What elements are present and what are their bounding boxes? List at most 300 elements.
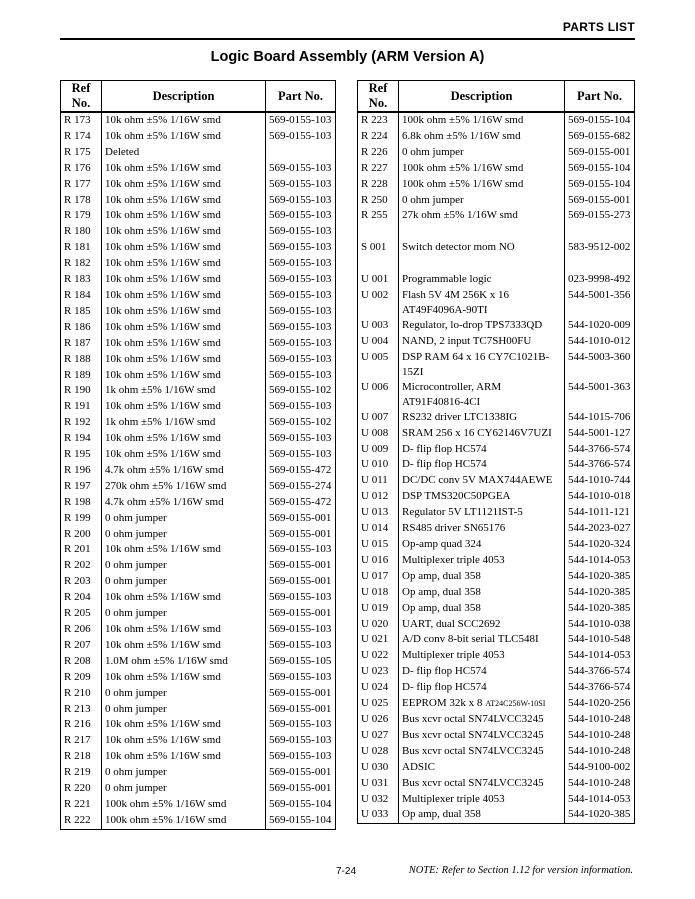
part-no-cell: 569-0155-001 (565, 193, 635, 209)
part-no-cell: 544-1020-009 (565, 318, 635, 334)
table-header-row (61, 81, 336, 113)
part-no-cell: 544-1014-053 (565, 792, 635, 808)
table-row (61, 686, 336, 702)
part-no-cell: 569-0155-001 (266, 558, 336, 574)
description-cell: Switch detector mom NO (399, 240, 565, 256)
table-row (358, 161, 635, 177)
ref-no-cell: U 019 (358, 601, 399, 617)
description-header: Description (399, 81, 565, 113)
ref-no-cell: R 187 (61, 336, 102, 352)
description-cell: Op amp, dual 358 (399, 601, 565, 617)
part-no-cell: 023-9998-492 (565, 272, 635, 288)
description-cell: 100k ohm ±5% 1/16W smd (102, 797, 266, 813)
part-no-cell: 569-0155-103 (266, 193, 336, 209)
description-cell: 1k ohm ±5% 1/16W smd (102, 383, 266, 399)
table-row (358, 177, 635, 193)
description-cell: 10k ohm ±5% 1/16W smd (102, 129, 266, 145)
ref-no-cell: R 217 (61, 733, 102, 749)
ref-no-cell: U 008 (358, 426, 399, 442)
part-no-cell: 569-0155-103 (266, 670, 336, 686)
table-row (61, 447, 336, 463)
part-no-cell: 569-0155-103 (266, 622, 336, 638)
ref-no-cell: R 226 (358, 145, 399, 161)
description-cell: Multiplexer triple 4053 (399, 792, 565, 808)
description-cell: 0 ohm jumper (102, 702, 266, 718)
parts-table-left (60, 80, 336, 830)
description-cell: 0 ohm jumper (102, 765, 266, 781)
part-no-cell: 544-1020-385 (565, 569, 635, 585)
description-cell: 10k ohm ±5% 1/16W smd (102, 177, 266, 193)
part-no-cell: 544-5001-356 (565, 288, 635, 318)
description-text: EEPROM 32k x 8 (402, 697, 483, 710)
table-row (61, 336, 336, 352)
table-row (358, 569, 635, 585)
ref-no-cell: U 026 (358, 712, 399, 728)
ref-no-cell: U 016 (358, 553, 399, 569)
section-header-label: PARTS LIST (562, 20, 635, 34)
description-cell: 10k ohm ±5% 1/16W smd (102, 112, 266, 129)
table-row (61, 558, 336, 574)
description-cell: D- flip flop HC574 (399, 680, 565, 696)
ref-no-cell: R 189 (61, 368, 102, 384)
part-no-cell: 544-1020-385 (565, 585, 635, 601)
description-cell: 100k ohm ±5% 1/16W smd (399, 161, 565, 177)
ref-no-cell: U 022 (358, 648, 399, 664)
table-row (61, 733, 336, 749)
ref-no-cell: S 001 (358, 240, 399, 256)
ref-no-cell: R 180 (61, 224, 102, 240)
part-no-cell: 569-0155-103 (266, 336, 336, 352)
part-no-cell: 569-0155-001 (266, 606, 336, 622)
description-cell (399, 224, 565, 240)
description-cell: Op amp, dual 358 (399, 585, 565, 601)
ref-no-cell: R 188 (61, 352, 102, 368)
ref-no-cell: U 013 (358, 505, 399, 521)
table-row (358, 585, 635, 601)
table-row (358, 473, 635, 489)
table-row (61, 511, 336, 527)
ref-no-cell: U 023 (358, 664, 399, 680)
table-row (358, 240, 635, 256)
part-no-cell: 569-0155-103 (266, 304, 336, 320)
table-row (358, 334, 635, 350)
ref-no-cell: R 176 (61, 161, 102, 177)
ref-no-cell: R 174 (61, 129, 102, 145)
table-row (61, 654, 336, 670)
part-no-cell: 569-0155-001 (266, 527, 336, 543)
part-no-cell: 569-0155-103 (266, 224, 336, 240)
description-cell: 10k ohm ±5% 1/16W smd (102, 256, 266, 272)
ref-no-cell: R 209 (61, 670, 102, 686)
description-cell: DC/DC conv 5V MAX744AEWE (399, 473, 565, 489)
ref-no-cell: U 004 (358, 334, 399, 350)
ref-no-cell: R 205 (61, 606, 102, 622)
part-no-cell: 569-0155-103 (266, 447, 336, 463)
footer-note: NOTE: Refer to Section 1.12 for version information. (408, 865, 633, 876)
part-no-cell: 569-0155-104 (565, 161, 635, 177)
ref-no-cell: R 200 (61, 527, 102, 543)
table-row (61, 161, 336, 177)
ref-no-header: Ref No. (61, 81, 102, 113)
description-cell: A/D conv 8-bit serial TLC548I (399, 632, 565, 648)
part-no-cell (565, 224, 635, 240)
table-row (358, 807, 635, 823)
part-no-cell: 544-1010-012 (565, 334, 635, 350)
ref-no-cell: R 207 (61, 638, 102, 654)
part-no-header: Part No. (266, 81, 336, 113)
table-row (61, 702, 336, 718)
ref-no-cell: R 228 (358, 177, 399, 193)
table-row (61, 256, 336, 272)
ref-no-cell (358, 256, 399, 272)
table-row (61, 224, 336, 240)
ref-no-cell: U 015 (358, 537, 399, 553)
ref-no-cell: R 219 (61, 765, 102, 781)
description-cell: SRAM 256 x 16 CY62146V7UZI (399, 426, 565, 442)
ref-no-cell: R 194 (61, 431, 102, 447)
description-cell: 10k ohm ±5% 1/16W smd (102, 193, 266, 209)
description-cell: 10k ohm ±5% 1/16W smd (102, 272, 266, 288)
description-cell: 10k ohm ±5% 1/16W smd (102, 352, 266, 368)
table-row (358, 272, 635, 288)
part-no-cell: 569-0155-001 (266, 686, 336, 702)
table-row (358, 744, 635, 760)
ref-no-cell: U 011 (358, 473, 399, 489)
ref-no-cell: R 183 (61, 272, 102, 288)
part-no-cell: 544-2023-027 (565, 521, 635, 537)
part-no-cell: 569-0155-103 (266, 288, 336, 304)
page-title: Logic Board Assembly (ARM Version A) (210, 49, 485, 65)
table-row (61, 240, 336, 256)
ref-no-cell: R 204 (61, 590, 102, 606)
ref-no-cell: U 012 (358, 489, 399, 505)
ref-no-cell: U 018 (358, 585, 399, 601)
page-number: 7-24 (336, 866, 357, 877)
description-cell: 10k ohm ±5% 1/16W smd (102, 670, 266, 686)
description-cell: 10k ohm ±5% 1/16W smd (102, 717, 266, 733)
part-no-cell: 569-0155-104 (266, 797, 336, 813)
table-row (358, 208, 635, 224)
part-no-cell: 569-0155-103 (266, 590, 336, 606)
description-cell: Regulator, lo-drop TPS7333QD (399, 318, 565, 334)
description-cell: 27k ohm ±5% 1/16W smd (399, 208, 565, 224)
ref-no-cell: R 221 (61, 797, 102, 813)
table-row (61, 590, 336, 606)
table-row (358, 696, 635, 712)
description-cell: 10k ohm ±5% 1/16W smd (102, 622, 266, 638)
table-row (61, 272, 336, 288)
part-no-cell: 569-0155-472 (266, 495, 336, 511)
description-cell: D- flip flop HC574 (399, 664, 565, 680)
ref-no-cell: R 202 (61, 558, 102, 574)
description-cell: 10k ohm ±5% 1/16W smd (102, 749, 266, 765)
table-row (358, 129, 635, 145)
part-no-cell: 569-0155-103 (266, 399, 336, 415)
ref-no-cell: U 002 (358, 288, 399, 318)
part-no-cell: 544-3766-574 (565, 442, 635, 458)
description-cell: DSP RAM 64 x 16 CY7C1021B-15ZI (399, 350, 565, 380)
part-no-cell: 569-0155-103 (266, 112, 336, 129)
table-row (61, 670, 336, 686)
ref-no-cell: R 179 (61, 208, 102, 224)
ref-no-cell: U 032 (358, 792, 399, 808)
description-cell: 10k ohm ±5% 1/16W smd (102, 542, 266, 558)
part-no-cell: 569-0155-103 (266, 352, 336, 368)
table-row (61, 399, 336, 415)
description-cell: 10k ohm ±5% 1/16W smd (102, 638, 266, 654)
table-row (61, 765, 336, 781)
part-no-cell: 544-1010-018 (565, 489, 635, 505)
ref-no-cell: R 185 (61, 304, 102, 320)
ref-no-cell: R 201 (61, 542, 102, 558)
part-no-cell: 544-1020-256 (565, 696, 635, 712)
ref-no-cell: R 192 (61, 415, 102, 431)
part-no-cell: 544-3766-574 (565, 680, 635, 696)
ref-no-cell: R 227 (358, 161, 399, 177)
description-cell: RS232 driver LTC1338IG (399, 410, 565, 426)
ref-no-cell: R 250 (358, 193, 399, 209)
part-no-cell: 569-0155-103 (266, 177, 336, 193)
table-row (358, 792, 635, 808)
part-no-cell: 544-3766-574 (565, 664, 635, 680)
table-row (358, 112, 635, 129)
description-cell: 100k ohm ±5% 1/16W smd (102, 813, 266, 829)
description-cell: NAND, 2 input TC7SH00FU (399, 334, 565, 350)
ref-no-cell: R 186 (61, 320, 102, 336)
ref-no-cell: R 182 (61, 256, 102, 272)
table-row (358, 776, 635, 792)
part-no-cell (565, 256, 635, 272)
description-cell: 0 ohm jumper (102, 781, 266, 797)
table-row (358, 426, 635, 442)
part-no-cell: 569-0155-103 (266, 161, 336, 177)
table-row (61, 542, 336, 558)
part-no-cell: 569-0155-103 (266, 208, 336, 224)
part-no-cell: 544-1010-248 (565, 776, 635, 792)
part-no-cell: 569-0155-103 (266, 272, 336, 288)
description-cell: ADSIC (399, 760, 565, 776)
description-cell: Op-amp quad 324 (399, 537, 565, 553)
description-cell: Bus xcvr octal SN74LVCC3245 (399, 712, 565, 728)
table-row (358, 457, 635, 473)
table-row (61, 431, 336, 447)
part-no-cell: 569-0155-001 (565, 145, 635, 161)
table-row (61, 193, 336, 209)
ref-no-cell: R 223 (358, 112, 399, 129)
ref-no-cell: R 177 (61, 177, 102, 193)
part-no-cell: 569-0155-105 (266, 654, 336, 670)
ref-no-cell (358, 224, 399, 240)
ref-no-cell: U 003 (358, 318, 399, 334)
table-row (358, 505, 635, 521)
part-no-cell: 569-0155-102 (266, 415, 336, 431)
table-row (358, 648, 635, 664)
description-cell: 0 ohm jumper (102, 606, 266, 622)
part-no-cell: 569-0155-104 (565, 177, 635, 193)
part-no-cell: 569-0155-103 (266, 717, 336, 733)
table-row (61, 463, 336, 479)
description-cell: RS485 driver SN65176 (399, 521, 565, 537)
part-no-cell: 569-0155-103 (266, 129, 336, 145)
ref-no-cell: R 195 (61, 447, 102, 463)
description-cell: 0 ohm jumper (399, 193, 565, 209)
part-no-cell: 544-1010-248 (565, 744, 635, 760)
part-no-cell: 569-0155-103 (266, 431, 336, 447)
ref-no-cell: U 014 (358, 521, 399, 537)
table-row (358, 350, 635, 380)
description-cell: 10k ohm ±5% 1/16W smd (102, 399, 266, 415)
table-row (61, 129, 336, 145)
table-row (61, 208, 336, 224)
ref-no-cell: R 224 (358, 129, 399, 145)
ref-no-cell: R 210 (61, 686, 102, 702)
table-row (358, 521, 635, 537)
part-no-cell: 569-0155-104 (266, 813, 336, 829)
description-cell (399, 256, 565, 272)
ref-no-cell: R 196 (61, 463, 102, 479)
ref-no-cell: R 191 (61, 399, 102, 415)
description-cell: Bus xcvr octal SN74LVCC3245 (399, 728, 565, 744)
part-no-cell: 569-0155-472 (266, 463, 336, 479)
table-row (61, 368, 336, 384)
ref-no-cell: R 181 (61, 240, 102, 256)
ref-no-cell: U 009 (358, 442, 399, 458)
table-row (61, 574, 336, 590)
table-row (61, 495, 336, 511)
description-cell: 4.7k ohm ±5% 1/16W smd (102, 495, 266, 511)
ref-no-cell: U 010 (358, 457, 399, 473)
ref-no-cell: U 031 (358, 776, 399, 792)
table-row (61, 606, 336, 622)
part-no-cell: 569-0155-001 (266, 574, 336, 590)
table-row (61, 813, 336, 829)
part-no-cell: 544-1020-385 (565, 807, 635, 823)
table-row (358, 601, 635, 617)
ref-no-cell: U 007 (358, 410, 399, 426)
table-row (61, 749, 336, 765)
description-cell: 4.7k ohm ±5% 1/16W smd (102, 463, 266, 479)
table-row (61, 415, 336, 431)
ref-no-cell: R 184 (61, 288, 102, 304)
table-row (61, 177, 336, 193)
ref-no-cell: R 190 (61, 383, 102, 399)
part-no-cell (266, 145, 336, 161)
description-cell: Flash 5V 4M 256K x 16 AT49F4096A-90TI (399, 288, 565, 318)
description-cell: D- flip flop HC574 (399, 457, 565, 473)
part-no-cell: 569-0155-682 (565, 129, 635, 145)
table-row (61, 352, 336, 368)
part-no-cell: 544-1010-248 (565, 728, 635, 744)
part-no-cell: 569-0155-001 (266, 511, 336, 527)
description-cell: 1.0M ohm ±5% 1/16W smd (102, 654, 266, 670)
ref-no-cell: R 178 (61, 193, 102, 209)
ref-no-cell: U 030 (358, 760, 399, 776)
ref-no-cell: U 028 (358, 744, 399, 760)
part-no-cell: 544-1020-385 (565, 601, 635, 617)
part-no-cell: 569-0155-001 (266, 702, 336, 718)
table-row (358, 224, 635, 240)
part-no-cell: 544-1015-706 (565, 410, 635, 426)
description-cell: 0 ohm jumper (399, 145, 565, 161)
description-cell: Bus xcvr octal SN74LVCC3245 (399, 776, 565, 792)
part-no-cell: 569-0155-102 (266, 383, 336, 399)
ref-no-cell: U 005 (358, 350, 399, 380)
part-no-cell: 544-1010-548 (565, 632, 635, 648)
table-row (358, 380, 635, 410)
part-no-cell: 569-0155-273 (565, 208, 635, 224)
table-row (358, 760, 635, 776)
table-row (358, 553, 635, 569)
description-cell: 100k ohm ±5% 1/16W smd (399, 177, 565, 193)
ref-no-cell: R 198 (61, 495, 102, 511)
description-cell: 100k ohm ±5% 1/16W smd (399, 112, 565, 129)
description-cell: DSP TMS320C50PGEA (399, 489, 565, 505)
description-cell: 10k ohm ±5% 1/16W smd (102, 161, 266, 177)
table-row (358, 617, 635, 633)
ref-no-cell: U 033 (358, 807, 399, 823)
description-cell: 0 ohm jumper (102, 511, 266, 527)
ref-no-cell: U 020 (358, 617, 399, 633)
description-cell: 1k ohm ±5% 1/16W smd (102, 415, 266, 431)
part-no-cell: 544-9100-002 (565, 760, 635, 776)
part-no-cell: 544-1010-744 (565, 473, 635, 489)
table-row (358, 318, 635, 334)
table-row (358, 288, 635, 318)
ref-no-cell: U 017 (358, 569, 399, 585)
description-cell: 10k ohm ±5% 1/16W smd (102, 208, 266, 224)
description-model-text: AT24C256W-10SI (485, 699, 546, 709)
table-row (358, 680, 635, 696)
ref-no-header: Ref No. (358, 81, 399, 113)
part-no-cell: 544-1014-053 (565, 648, 635, 664)
part-no-header: Part No. (565, 81, 635, 113)
description-cell: 0 ohm jumper (102, 686, 266, 702)
description-cell: 10k ohm ±5% 1/16W smd (102, 447, 266, 463)
description-cell: 10k ohm ±5% 1/16W smd (102, 240, 266, 256)
ref-no-cell: R 208 (61, 654, 102, 670)
description-cell: UART, dual SCC2692 (399, 617, 565, 633)
description-cell: 10k ohm ±5% 1/16W smd (102, 288, 266, 304)
part-no-cell: 569-0155-103 (266, 542, 336, 558)
ref-no-cell: R 218 (61, 749, 102, 765)
ref-no-cell: U 001 (358, 272, 399, 288)
description-cell: Op amp, dual 358 (399, 807, 565, 823)
description-cell: Microcontroller, ARM AT91F40816-4CI (399, 380, 565, 410)
table-row (61, 304, 336, 320)
ref-no-cell: R 197 (61, 479, 102, 495)
table-row (358, 489, 635, 505)
description-cell: 10k ohm ±5% 1/16W smd (102, 431, 266, 447)
table-row (61, 638, 336, 654)
ref-no-cell: R 220 (61, 781, 102, 797)
table-row (61, 527, 336, 543)
description-cell: 10k ohm ±5% 1/16W smd (102, 336, 266, 352)
part-no-cell: 544-1010-038 (565, 617, 635, 633)
part-no-cell: 569-0155-103 (266, 749, 336, 765)
table-row (61, 622, 336, 638)
table-row (61, 479, 336, 495)
table-row (61, 797, 336, 813)
table-row (358, 256, 635, 272)
ref-no-cell: R 173 (61, 112, 102, 129)
description-cell: 10k ohm ±5% 1/16W smd (102, 590, 266, 606)
table-row (358, 193, 635, 209)
table-row (61, 112, 336, 129)
part-no-cell: 569-0155-103 (266, 733, 336, 749)
description-cell: 10k ohm ±5% 1/16W smd (102, 320, 266, 336)
description-cell: Multiplexer triple 4053 (399, 553, 565, 569)
table-row (358, 664, 635, 680)
